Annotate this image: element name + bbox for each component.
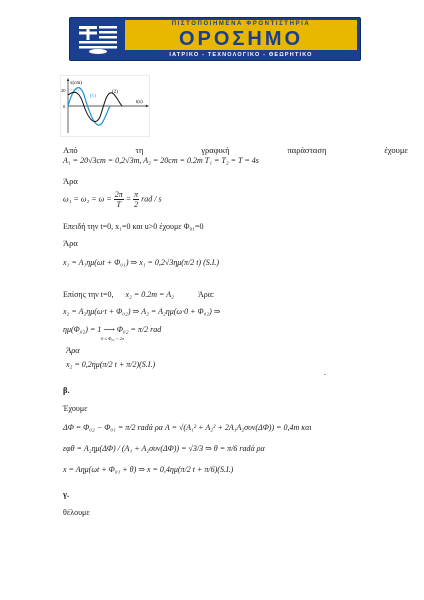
- x-final-equation: x = Aημ(ωt + Φ₀₁ + θ) ⇒ x = 0,4ημ(π/2 t + π/6)(S.I.): [63, 465, 234, 474]
- intro-word-2: τη: [135, 145, 144, 155]
- x1-equation: x₁ = A₁ημ(ωt + Φ₀₁) ⇒ x₁ = 0,2√3ημ(π/2 t) (S.I.): [63, 258, 220, 267]
- intro-word-4: παράσταση: [287, 145, 327, 155]
- brand-name: ΟΡΟΣΗΜΟ: [178, 28, 304, 50]
- ara-1: Άρα: [63, 176, 78, 186]
- intro-word-3: γραφική: [201, 145, 230, 155]
- stray-dot: .: [324, 368, 326, 377]
- x2-line-2: ημ(Φ₀₂) = 1 ⟶ Φ₀₂ = π/2 rad: [63, 325, 162, 334]
- header-banner: [69, 17, 361, 61]
- curve-2-label: (2): [112, 90, 118, 95]
- eftheta-equation: εφθ = A₂ημ(ΔΦ) / (A₁ + A₂συν(ΔΦ)) = √3/3 ⇒ θ = π/6 radά ρα: [63, 444, 265, 453]
- omega-frac-1: [114, 190, 124, 209]
- omega-frac-2-num: π: [134, 190, 139, 199]
- intro-word-1: Από: [63, 145, 78, 155]
- x2-line-1: x₂ = A₂ημ(ω·t + Φ₀₂) ⇒ A₂ = A₂ημ(ω·0 + Φ₀₂) ⇒: [63, 307, 221, 316]
- banner-top-strip: [125, 20, 357, 28]
- curve-1-label: (1): [90, 94, 96, 99]
- oscillation-graph: [60, 75, 150, 137]
- ara-2: Άρα: [63, 238, 78, 248]
- theloume: θέλουμε: [63, 508, 90, 517]
- dphi-equation: ΔΦ = Φ₀₂ − Φ₀₁ = π/2 radά ρα A = √(A₁² + A₂² + 2A₁A₂συν(ΔΦ)) = 0,4m και: [63, 423, 312, 432]
- section-gamma: γ.: [63, 489, 70, 499]
- omega-frac-2-den: 2: [134, 200, 139, 209]
- omega-unit: rad / s: [139, 194, 162, 204]
- banner-top-text: ΠΙΣΤΟΠΟΙΗΜΕΝΑ ΦΡΟΝΤΙΣΤΗΡΙΑ: [171, 21, 311, 27]
- omega-equation: [63, 190, 162, 209]
- exoume: Έχουμε: [63, 404, 88, 413]
- also-ara: Άρα:: [197, 290, 215, 299]
- tick-20: 20: [61, 88, 66, 93]
- banner-bottom-strip: [125, 51, 357, 59]
- also-line: [63, 290, 214, 299]
- omega-frac-1-den: T: [116, 200, 121, 209]
- intro-word-5: έχουμε: [384, 145, 408, 155]
- section-beta: β.: [63, 385, 70, 395]
- x2-final: x₂ = 0,2ημ(π/2 t + π/2)(S.I.): [66, 360, 156, 369]
- omega-lhs: ω₁ = ω₂ = ω =: [63, 194, 114, 204]
- also-equation: x₂ = 0.2m = A₂: [125, 290, 174, 299]
- amplitudes-line: A₁ = 20√3cm = 0,2√3m, A₂ = 20cm = 0.2m T₁ = T₂ = T = 4s: [63, 156, 259, 165]
- ara-3: Άρα: [66, 345, 80, 355]
- banner-bottom-text: ΙΑΤΡΙΚΟ - ΤΕΧΝΟΛΟΓΙΚΟ - ΘΕΩΡΗΤΙΚΟ: [169, 52, 313, 58]
- omega-frac-1-num: 2π: [114, 190, 123, 199]
- banner-brand-strip: [125, 28, 357, 50]
- greek-flag-emblem-icon: [75, 22, 121, 56]
- y-axis-label: x(cm): [70, 81, 82, 86]
- since-line-1: Επειδή την t=0, x₁=0 και u>0 έχουμε Φ₀₁=0: [63, 222, 204, 231]
- also-text: Επίσης την t=0,: [63, 290, 114, 299]
- intro-line: [63, 145, 408, 155]
- omega-eq-sign: =: [123, 194, 134, 204]
- x-axis-label: t(s): [136, 100, 143, 105]
- x2-line-2-condition: 0 ≤ Φ₀₂ < 2π: [101, 336, 125, 341]
- tick-0: 0: [63, 104, 66, 109]
